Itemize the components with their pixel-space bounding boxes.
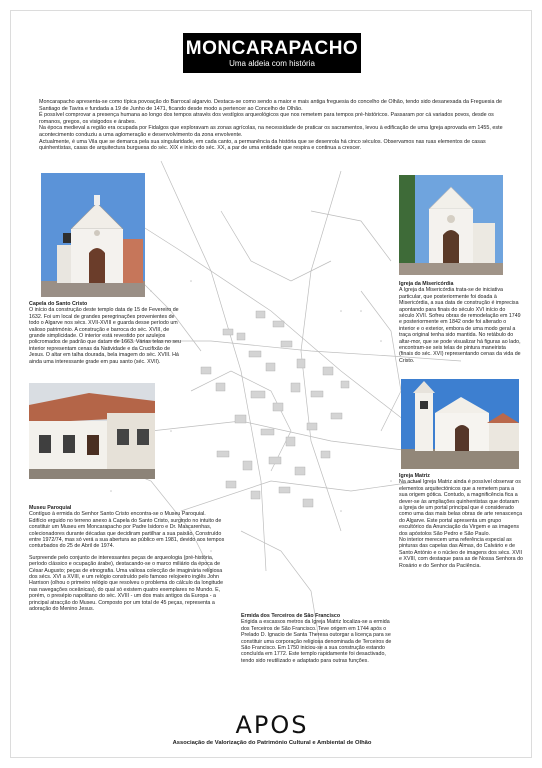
misericordia-section — [399, 281, 521, 364]
intro-paragraph: Na época medieval a região era ocupada por Fidalgos que exploravam as zonas agrícolas, na necessidade de praticar os sacramentos, levou à edificação de uma Igreja aprovada em 1455, este acontecimento conduziu a uma aglomeração e desenvolvimento da zona envolvente. — [39, 125, 503, 138]
museu-text-2: Edifício erguido no terreno anexo à Capela do Santo Cristo, surgindo no intuito de constituir um Museu em Moncarapacho por Padre Isidoro e Dr. Mascarenhas, colecionadores durante décadas que decidiram partilhar a sua paixão. Construído entre 1972/74, mas só verá a sua abertura ao público em 1981, devido aos tempos conturbados do 25 de Abril de 1974. — [29, 517, 225, 550]
ermida-title: Ermida dos Terceiros de São Francisco — [241, 613, 341, 619]
poster — [10, 10, 532, 758]
intro-text — [39, 99, 507, 152]
capela-text: O início da construção deste templo data de 15 de Fevereiro de 1632. Foi um local de grandes peregrinações provenientes de todo o Algarve nos sécs. XVII-XVIII e guarda desse período um valioso património. A construção e barroca do séc. XVIII, de grande simplicidade. O interior está revestido por azulejos policromados de padrão que datam de 1663. Várias telas no seu interior representam cenas da Natividade e da Crucifixão de Jesus. O altar em talha dourada, bela imagem do séc. XVIII. Há ainda uma interessante grade em pau santo (séc. XVII). — [29, 307, 181, 365]
organization-name: Associação de Valorização do Património Cultural e Ambiental de Olhão — [172, 740, 372, 746]
apos-logo: APOS — [235, 711, 309, 739]
matriz-title: Igreja Matriz — [399, 473, 430, 479]
photo-misericordia — [399, 175, 503, 275]
photo-museu — [29, 383, 155, 479]
intro-paragraph: Actualmente, é uma Vila que se demarca pela sua singularidade, em cada canto, a permanência da história que se desenrola há cinco séculos. Observamos nas ruas elementos de casas quinhentistas, casas de arquitectura burguesa do séc. XIX e início do séc. XX, a par de uma entidade que respira e continua a crescer. — [39, 138, 486, 152]
misericordia-title: Igreja da Misericórdia — [399, 281, 454, 287]
photo-matriz — [401, 379, 519, 469]
page-subtitle: Uma aldeia com história — [229, 58, 315, 68]
photo-capela — [41, 173, 145, 297]
intro-paragraph: Moncarapacho apresenta-se como típica povoação do Barrocal algarvio. Destaca-se como sendo a maior e mais antiga freguesia do concelho de Olhão, tendo sido desanexada da Freguesia de Santiago de Tavira e fundada a 19 de Junho de 1471, ficando desde modo a pertencer ao Concelho de Olhão. — [39, 99, 502, 112]
museu-section — [29, 505, 227, 613]
page-title: MONCARAPACHO — [185, 37, 359, 59]
intro-paragraph: É possível comprovar a presença humana ao longo dos tempos através dos vestígios arqueológicos que nos remetem para tempos pré-históricos. Passaram por cá variados povos, desde os romanos, gregos, os visigodos e árabes. — [39, 112, 494, 125]
capela-title: Capela do Santo Cristo — [29, 301, 88, 307]
ermida-section — [241, 613, 397, 664]
matriz-text-2: No interior merecem uma referência especial as pinturas das capelas das Almas, do Calvário e de Santo António e o núcleo de imagens dos sécs. XVII e XVIII, com destaque para as de Nossa Senhora do Rosário e do Senhor da Paciência. — [399, 537, 523, 569]
museu-title: Museu Paroquial — [29, 505, 72, 511]
footer — [11, 713, 532, 746]
ermida-text: Erigida a escassos metros da Igreja Matriz localiza-se a ermida dos Terceiros de São Francisco. Teve origem em 1744 após o Prelado D. Ignacio de Santa Theresa outorgar a licença para se constituir uma corporação religiosa denominada de Terceiros de São Francisco. Em 1750 iniciou-se a sua construção estando concluída em 1772. Este templo rapidamente foi desactivado, tendo sido reutilizado e adaptado para outras funções. — [241, 619, 392, 664]
museu-text-1: Contíguo à ermida do Senhor Santo Cristo encontra-se o Museu Paroquial. — [29, 511, 206, 518]
title-box — [183, 33, 361, 73]
capela-section — [29, 301, 185, 365]
misericordia-text: A Igreja da Misericórdia trata-se de iniciativa particular, que posteriormente foi doada à Misericórdia, a sua data de construção é imprecisa apontando para finais do século XVI início do século XVII. Sofreu obras de remodelação em 1749 e posteriormente em 1842 onde foi alterado o interior e o exterior, embora de uma modo geral a traça original tenha sido mantida. No retábulo do altar-mor, que se pode visualizar há figuras ao lado, encontram-se seis telas de pintura maneirista (finais do séc. XVI) representando cenas da vida de Cristo. — [399, 287, 521, 364]
matriz-text-1: Na actual Igreja Matriz ainda é possível observar os elementos arquitectónicos que a remetem para a sua origem gótica. Contudo, a magnificência fica a dever-se às ampliações quinhentistas que dotaram a Igreja de um portal principal que é considerado como uma das mais belas obras de arte renascença do Algarve. Este portal apresenta um grupo escultórico da Anunciação da Virgem e as imagens dos apóstolos São Pedro e São Paulo. — [399, 479, 523, 537]
museu-text-3: Surpreende pelo conjunto de interessantes peças de arqueologia (pré-história, período clássico e ocupação árabe), destacando-se o marco miliário da época de César Augusto; peças de etnografia. Uma valiosa colecção de imaginária religiosa dos sécs. XVI a XVIII, e um relógio construído pelo famoso relojoeiro inglês John Harrison (olhou o primeiro relógio que resolveu o problema do cálculo da longitude nas navegações oceânicas), do qual só existem quatro exemplares no Mundo. E, porém, o presépio napolitano do séc. XVIII - um dos mais antigos da Europa - a principal atracção do Museu. Composto por um total de 45 peças, representa a adoração do Menino Jesus. — [29, 554, 224, 613]
matriz-section — [399, 473, 523, 569]
